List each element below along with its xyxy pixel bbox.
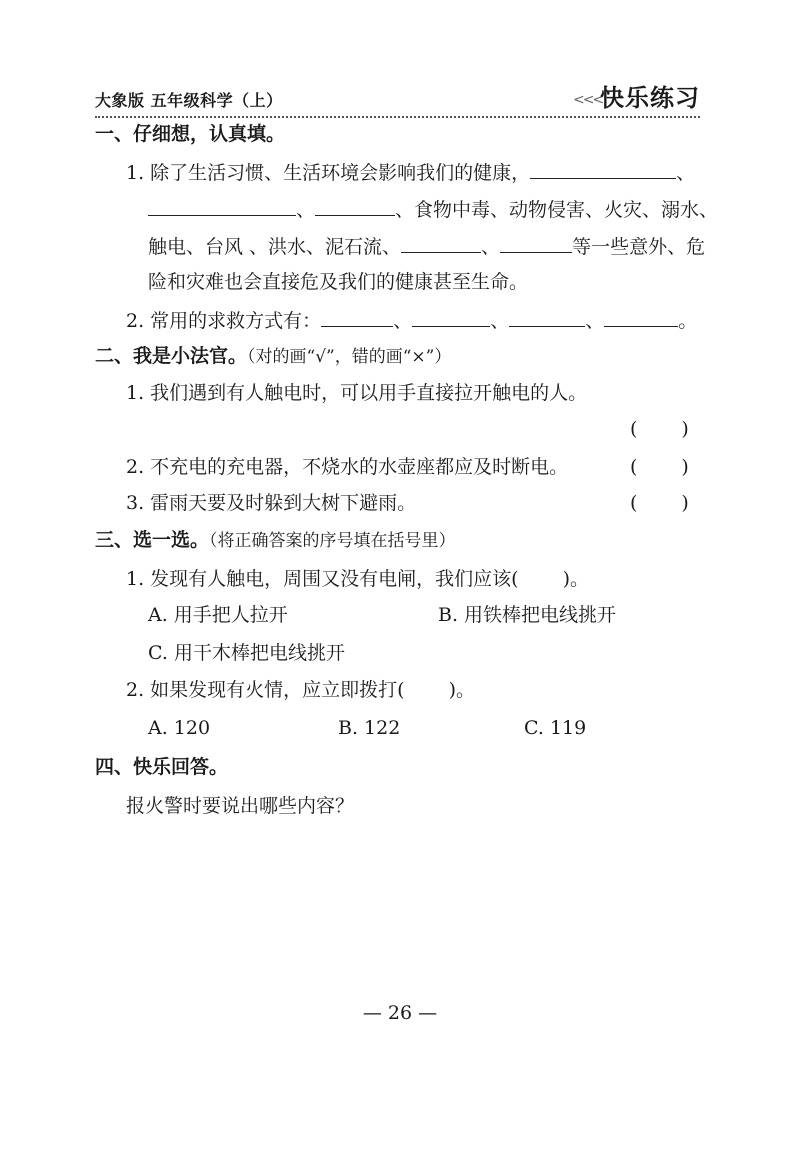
- s1-q1-text-1: 1. 除了生活习惯、生活环境会影响我们的健康，: [126, 162, 531, 184]
- paren-close: ): [681, 492, 689, 514]
- s3-q2-stem-end: )。: [448, 679, 476, 701]
- s1-q2-text: 2. 常用的求救方式有：: [126, 310, 322, 332]
- fill-blank-7[interactable]: [412, 308, 490, 327]
- s1-q1-sep-3: 、: [481, 236, 501, 258]
- fill-blank-4[interactable]: [401, 234, 481, 253]
- paren-open: (: [630, 456, 638, 478]
- s1-q2-sep-1: 、: [393, 310, 413, 332]
- header-divider: [95, 116, 700, 118]
- s2-q1-answer-parens[interactable]: [630, 417, 689, 441]
- s1-q1-text-5: 等一些意外、危: [572, 236, 706, 258]
- s2-q2-text: 2. 不充电的充电器，不烧水的水壶座都应及时断电。: [126, 456, 569, 478]
- s1-q1-sep-2: 、: [296, 199, 316, 221]
- section-3-instruction: （将正确答案的序号填在括号里）: [209, 531, 456, 551]
- fill-blank-6[interactable]: [321, 308, 393, 327]
- s3-q1-option-a: A. 用手把人拉开: [148, 604, 288, 626]
- fill-blank-9[interactable]: [604, 308, 678, 327]
- section-4-heading: 四、快乐回答。: [95, 756, 229, 778]
- fill-blank-8[interactable]: [509, 308, 585, 327]
- s2-q3-text: 3. 雷雨天要及时躲到大树下避雨。: [126, 492, 417, 514]
- s3-q2-stem: [126, 678, 475, 702]
- section-2-heading: 二、我是小法官。: [95, 345, 248, 367]
- fill-blank-5[interactable]: [500, 234, 572, 253]
- s4-answer-area[interactable]: [126, 830, 700, 980]
- fill-blank-2[interactable]: [148, 197, 296, 216]
- section-3-heading: 三、选一选。: [95, 529, 210, 551]
- s3-q1-stem-end: )。: [562, 568, 590, 590]
- s1-q1-text-3: 、食物中毒、动物侵害、火灾、溺水、: [395, 199, 719, 221]
- s3-q2-option-c: C. 119: [524, 717, 587, 739]
- s1-q1-text-6: 险和灾难也会直接危及我们的健康甚至生命。: [148, 271, 529, 293]
- section-1-heading: 一、仔细想，认真填。: [95, 123, 286, 145]
- s3-q1-option-b: B. 用铁棒把电线挑开: [438, 604, 617, 626]
- s3-q2-option-b: B. 122: [338, 717, 401, 739]
- s1-q2-line: [126, 308, 697, 333]
- s3-q2-stem-text: 2. 如果发现有火情，应立即拨打(: [126, 679, 405, 701]
- s4-question: 报火警时要说出哪些内容？: [126, 795, 355, 817]
- s3-q1-stem: [126, 567, 589, 591]
- paren-open: (: [630, 492, 638, 514]
- s1-q1-line-1: [126, 160, 695, 185]
- section-tag: 快乐练习: [600, 84, 700, 112]
- s3-q1-option-c: C. 用干木棒把电线挑开: [148, 642, 345, 664]
- s1-q1-line-4: [148, 270, 528, 294]
- s3-q2-option-a: A. 120: [148, 717, 211, 739]
- section-2-instruction: （对的画“√”，错的画“×”）: [247, 347, 452, 367]
- s2-q2-answer-parens[interactable]: [630, 455, 689, 479]
- page-header: [95, 76, 700, 116]
- chevrons-left-icon: <<<: [573, 92, 603, 108]
- fill-blank-1[interactable]: [530, 160, 676, 179]
- s1-q2-sep-3: 、: [585, 310, 605, 332]
- s2-q1-text: 1. 我们遇到有人触电时，可以用手直接拉开触电的人。: [126, 382, 588, 404]
- section-2-heading-line: [95, 344, 451, 369]
- s1-q1-sep-1: 、: [676, 162, 696, 184]
- s1-q2-sep-2: 、: [490, 310, 510, 332]
- paren-close: ): [681, 418, 689, 440]
- paren-close: ): [681, 456, 689, 478]
- book-title: 大象版 五年级科学（上）: [95, 91, 283, 110]
- page-number: — 26 —: [362, 1002, 438, 1024]
- s1-q2-period: 。: [678, 310, 698, 332]
- section-3-heading-line: [95, 528, 456, 553]
- s1-q1-text-4: 触电、台风 、洪水、泥石流、: [148, 236, 402, 258]
- s2-q3-answer-parens[interactable]: [630, 491, 689, 515]
- s1-q1-line-2: [148, 197, 718, 222]
- fill-blank-3[interactable]: [315, 197, 395, 216]
- paren-open: (: [630, 418, 638, 440]
- s3-q1-stem-text: 1. 发现有人触电，周围又没有电闸，我们应该(: [126, 568, 519, 590]
- s1-q1-line-3: [148, 234, 705, 259]
